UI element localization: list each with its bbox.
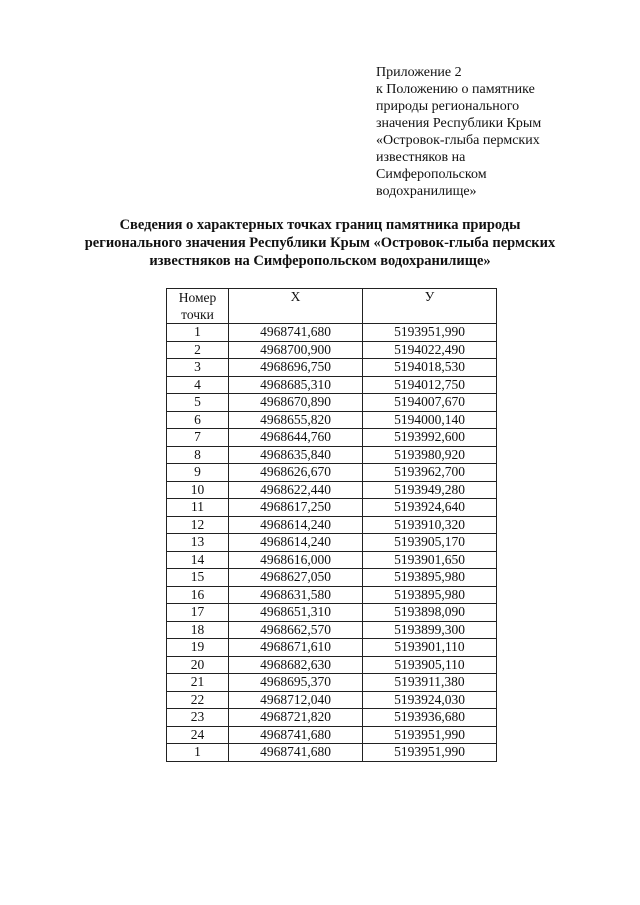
table-row	[167, 744, 497, 762]
table-row	[167, 534, 497, 552]
cell-x: 4968671,610	[229, 639, 363, 657]
table-row	[167, 499, 497, 517]
coordinates-table	[166, 288, 497, 762]
cell-point-number: 1	[167, 744, 229, 762]
cell-point-number: 20	[167, 656, 229, 674]
cell-point-number: 8	[167, 446, 229, 464]
cell-point-number: 12	[167, 516, 229, 534]
cell-point-number: 24	[167, 726, 229, 744]
cell-y: 5193905,170	[363, 534, 497, 552]
table-row	[167, 586, 497, 604]
appendix-line: значения Республики Крым	[376, 116, 542, 131]
cell-x: 4968670,890	[229, 394, 363, 412]
document-title	[60, 216, 580, 270]
cell-y: 5193980,920	[363, 446, 497, 464]
appendix-line: Симферопольском	[376, 167, 487, 182]
cell-x: 4968741,680	[229, 726, 363, 744]
cell-point-number: 1	[167, 324, 229, 342]
table-row	[167, 324, 497, 342]
table-row	[167, 341, 497, 359]
cell-y: 5193936,680	[363, 709, 497, 727]
appendix-block	[376, 64, 616, 200]
cell-x: 4968622,440	[229, 481, 363, 499]
cell-y: 5193895,980	[363, 586, 497, 604]
table-row	[167, 691, 497, 709]
cell-point-number: 19	[167, 639, 229, 657]
cell-y: 5193924,640	[363, 499, 497, 517]
cell-point-number: 14	[167, 551, 229, 569]
table-row	[167, 569, 497, 587]
header-point-number-line2: точки	[181, 307, 214, 322]
cell-y: 5194000,140	[363, 411, 497, 429]
cell-x: 4968741,680	[229, 744, 363, 762]
cell-point-number: 23	[167, 709, 229, 727]
cell-y: 5193962,700	[363, 464, 497, 482]
cell-point-number: 16	[167, 586, 229, 604]
cell-y: 5193951,990	[363, 324, 497, 342]
cell-point-number: 15	[167, 569, 229, 587]
title-line: регионального значения Республики Крым «Островок-глыба пермских	[84, 235, 556, 251]
cell-x: 4968631,580	[229, 586, 363, 604]
cell-y: 5193911,380	[363, 674, 497, 692]
table-row	[167, 656, 497, 674]
header-x: X	[229, 289, 363, 324]
cell-y: 5193992,600	[363, 429, 497, 447]
cell-point-number: 2	[167, 341, 229, 359]
cell-point-number: 17	[167, 604, 229, 622]
cell-x: 4968616,000	[229, 551, 363, 569]
cell-y: 5193910,320	[363, 516, 497, 534]
table-row	[167, 709, 497, 727]
cell-x: 4968655,820	[229, 411, 363, 429]
cell-x: 4968644,760	[229, 429, 363, 447]
table-row	[167, 516, 497, 534]
table-row	[167, 394, 497, 412]
cell-point-number: 13	[167, 534, 229, 552]
cell-point-number: 4	[167, 376, 229, 394]
cell-x: 4968712,040	[229, 691, 363, 709]
appendix-line: «Островок-глыба пермских	[376, 133, 540, 148]
cell-point-number: 18	[167, 621, 229, 639]
appendix-line: Приложение 2	[376, 65, 462, 80]
table-row	[167, 411, 497, 429]
table-row	[167, 551, 497, 569]
cell-point-number: 9	[167, 464, 229, 482]
cell-point-number: 10	[167, 481, 229, 499]
cell-x: 4968614,240	[229, 534, 363, 552]
cell-y: 5194022,490	[363, 341, 497, 359]
cell-x: 4968626,670	[229, 464, 363, 482]
cell-point-number: 11	[167, 499, 229, 517]
cell-x: 4968741,680	[229, 324, 363, 342]
table-row	[167, 429, 497, 447]
header-y: У	[363, 289, 497, 324]
table-row	[167, 359, 497, 377]
cell-x: 4968614,240	[229, 516, 363, 534]
table-row	[167, 481, 497, 499]
cell-x: 4968635,840	[229, 446, 363, 464]
cell-point-number: 5	[167, 394, 229, 412]
appendix-line: известняков на	[376, 150, 466, 165]
cell-point-number: 7	[167, 429, 229, 447]
table-row	[167, 464, 497, 482]
cell-y: 5193898,090	[363, 604, 497, 622]
title-line: Сведения о характерных точках границ памятника природы	[119, 217, 521, 233]
cell-x: 4968682,630	[229, 656, 363, 674]
cell-x: 4968627,050	[229, 569, 363, 587]
cell-x: 4968685,310	[229, 376, 363, 394]
cell-x: 4968617,250	[229, 499, 363, 517]
cell-y: 5193905,110	[363, 656, 497, 674]
cell-point-number: 6	[167, 411, 229, 429]
table-row	[167, 726, 497, 744]
cell-x: 4968700,900	[229, 341, 363, 359]
cell-x: 4968721,820	[229, 709, 363, 727]
appendix-line: природы регионального	[376, 99, 520, 114]
header-point-number-line1: Номер	[178, 290, 217, 305]
table-row	[167, 376, 497, 394]
appendix-line: водохранилище»	[376, 184, 477, 199]
cell-y: 5193924,030	[363, 691, 497, 709]
cell-y: 5193949,280	[363, 481, 497, 499]
cell-y: 5194018,530	[363, 359, 497, 377]
header-point-number	[167, 289, 229, 324]
cell-point-number: 3	[167, 359, 229, 377]
table-row	[167, 674, 497, 692]
cell-y: 5194007,670	[363, 394, 497, 412]
cell-y: 5193901,110	[363, 639, 497, 657]
table-row	[167, 446, 497, 464]
cell-x: 4968696,750	[229, 359, 363, 377]
cell-x: 4968695,370	[229, 674, 363, 692]
table-body	[167, 324, 497, 762]
table-header-row	[167, 289, 497, 324]
cell-y: 5193951,990	[363, 726, 497, 744]
cell-y: 5194012,750	[363, 376, 497, 394]
cell-point-number: 21	[167, 674, 229, 692]
title-line: известняков на Симферопольском водохранилище»	[149, 253, 491, 269]
cell-x: 4968651,310	[229, 604, 363, 622]
cell-x: 4968662,570	[229, 621, 363, 639]
cell-point-number: 22	[167, 691, 229, 709]
table-row	[167, 621, 497, 639]
appendix-line: к Положению о памятнике	[376, 82, 535, 97]
cell-y: 5193951,990	[363, 744, 497, 762]
cell-y: 5193899,300	[363, 621, 497, 639]
table-row	[167, 604, 497, 622]
cell-y: 5193895,980	[363, 569, 497, 587]
cell-y: 5193901,650	[363, 551, 497, 569]
table-row	[167, 639, 497, 657]
